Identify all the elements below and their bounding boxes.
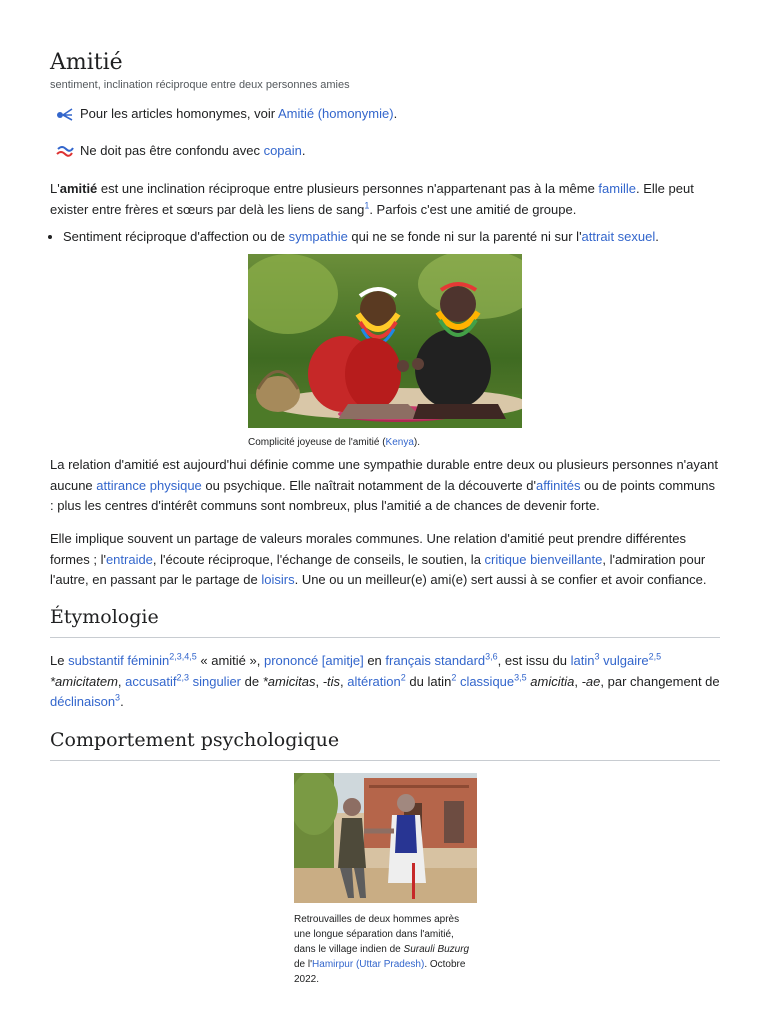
figure-caption: Complicité joyeuse de l'amitié (Kenya). [248,437,420,448]
ref-group[interactable]: 3,6 [485,651,498,662]
link-francais-standard[interactable]: français standard [385,653,486,668]
disambiguation-icon [56,107,74,121]
ref-group[interactable]: 2,5 [648,651,662,662]
ref-group[interactable]: 2 [451,672,457,683]
page-title: Amitié [50,50,123,75]
page-subtitle: sentiment, inclination réciproque entre deux personnes amies [50,79,350,91]
link-vulgaire[interactable]: vulgaire [599,653,649,668]
paragraph-etymologie: Le substantif féminin$^{2,3,4,5}$ « amitié », prononcé [amitje] en français standard$^{3,6}$, est issu du latin$^3$ vulgaire$^{2,5}$ *amicitatem, accusatif$^{2,3}$ singulier de *amicitas, -tis, altération$^2$ du latin$^2$ classique$^{3,5}$ amicitia, -ae, par changement de déclinaison$^3$. [50,651,720,709]
ref-group[interactable]: 3 [115,692,121,703]
intro-paragraph: L'amitié est une inclination réciproque entre plusieurs personnes n'appartenant pas à la même famille. Elle peut exister entre frères et sœurs par delà les liens de sang$^1$. Parfois c'est une amitié de groupe. [50,181,694,217]
link-entraide[interactable]: entraide [105,551,153,567]
confusion-icon [56,144,74,158]
list-item: • Sentiment réciproque d'affection ou de sympathie qui ne se fonde ni sur la parenté ni sur l'attrait sexuel. [63,227,723,247]
link-amitie-homonymie[interactable]: Amitié (homonymie) [277,106,394,121]
link-sympathie[interactable]: sympathie [288,229,348,244]
link-famille[interactable]: famille [598,181,636,196]
figure-retrouvailles [294,773,477,987]
ref-group[interactable]: 2 [400,672,406,683]
link-attirance-physique[interactable]: attirance physique [96,477,202,493]
link-affinites[interactable]: affinités [535,477,581,493]
link-hamirpur[interactable]: Hamirpur (Uttar Pradesh) [312,959,425,970]
link-prononce[interactable]: prononcé [amitje] [263,653,364,668]
link-classique[interactable]: classique [456,673,515,689]
photo-two-men-village[interactable] [294,773,477,903]
link-copain[interactable]: copain [263,143,302,158]
link-critique-bienveillante[interactable]: critique bienveillante [484,551,603,567]
photo-two-women-kenya[interactable] [248,254,522,428]
hatnote-confusion: Ne doit pas être confondu avec copain. [56,143,306,158]
heading-comportement: Comportement psychologique [50,729,720,761]
ref-group[interactable]: 2,3,4,5 [169,651,197,662]
link-latin[interactable]: latin [570,653,595,668]
link-attrait-sexuel[interactable]: attrait sexuel [581,229,656,244]
figure-caption: Retrouvailles de deux hommes après une longue séparation dans l'amitié, dans le village indien de Surauli Buzurg de l'Hamirpur (Uttar Pradesh). Octobre 2022. [294,914,470,985]
ref-group[interactable]: 2,3 [176,672,189,683]
link-kenya[interactable]: Kenya [385,437,414,448]
link-substantif-feminin[interactable]: substantif féminin [68,653,170,668]
figure-kenya [248,254,522,450]
paragraph-valeurs: Elle implique souvent un partage de valeurs morales communes. Une relation d'amitié peut prendre différentes formes ; l'entraide, l'écoute réciproque, l'échange de conseils, le soutien, la critique bienveillante, l'admiration pour l'autre, en passant par le partage de loisirs. Une ou un meilleur(e) ami(e) sert aussi à se confier et avoir confiance. [50,531,707,587]
ref-group[interactable]: 3 [594,651,600,662]
link-loisirs[interactable]: loisirs [261,572,295,587]
link-alteration[interactable]: altération [347,673,401,689]
ref-group[interactable]: 3,5 [514,672,527,683]
heading-etymologie: Étymologie [50,606,720,638]
link-singulier[interactable]: singulier [188,673,242,689]
hatnote-homonymie: Pour les articles homonymes, voir Amitié (homonymie). [56,106,397,121]
ref-1[interactable]: 1 [364,200,370,211]
paragraph-relation: La relation d'amitié est aujourd'hui définie comme une sympathie durable entre deux ou plusieurs personnes n'ayant aucune attirance physique ou psychique. Elle naîtrait notamment de la découverte d'affinités ou de points communs : plus les centres d'intérêt communs sont nombreux, plus l'amitié a de chances de devenir forte. [50,457,718,513]
link-accusatif[interactable]: accusatif [125,673,177,689]
intro-list [50,227,723,247]
link-declinaison[interactable]: déclinaison [50,694,116,709]
